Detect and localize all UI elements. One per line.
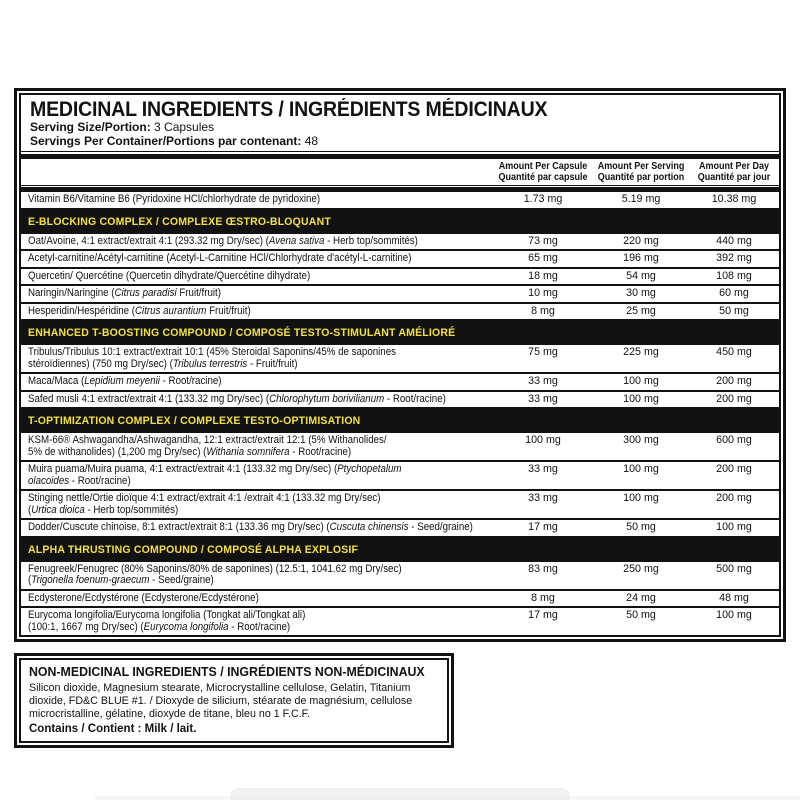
name-text: - Herb top/sommités): [84, 503, 179, 516]
latin-name: Lepidium meyenii: [84, 375, 160, 387]
amount-per-capsule: 17 mg: [528, 609, 558, 621]
ingredient-name: [21, 253, 493, 265]
section-header-label: ALPHA THRUSTING COMPOUND / COMPOSÉ ALPHA EXPLOSIF: [28, 543, 359, 556]
ingredient-row: [21, 560, 779, 589]
ingredient-name: [21, 194, 493, 206]
column-header-per-day: [689, 161, 779, 183]
ingredient-rows: [21, 192, 779, 635]
amount-per-day: 100 mg: [716, 521, 752, 533]
ingredient-name-line: [28, 376, 222, 388]
non-medicinal-content: [21, 660, 447, 741]
bottom-scrollbar[interactable]: [230, 788, 570, 800]
name-text: Ecdysterone/Ecdystérone (Ecdysterone/Ecdystérone): [28, 591, 259, 604]
amount-per-day: 10.38 mg: [711, 193, 757, 205]
name-text: - Herb top/sommités): [324, 234, 418, 247]
ingredient-name-line: [28, 236, 418, 248]
latin-name: Avena sativa: [268, 234, 325, 247]
name-text: (: [28, 574, 32, 586]
column-header-per-day-en: Amount Per Day: [698, 161, 770, 172]
ingredient-row: [21, 489, 779, 518]
latin-name: Citrus paradisi: [114, 287, 177, 299]
column-header-per-capsule-en: Amount Per Capsule: [498, 161, 588, 172]
amount-per-serving: 100 mg: [623, 392, 659, 405]
amount-per-day: 50 mg: [719, 304, 749, 317]
name-text: - Fruit/fruit): [247, 357, 298, 370]
ingredient-name: [21, 522, 493, 534]
amount-per-capsule: 100 mg: [525, 434, 561, 446]
amount-per-day: 108 mg: [716, 269, 752, 282]
non-medicinal-title: NON-MEDICINAL INGREDIENTS / INGRÉDIENTS NON-MÉDICINAUX: [29, 664, 425, 679]
allergen-contains-line: Contains / Contient : Milk / lait.: [29, 723, 197, 735]
name-text: Dodder/Cuscute chinoise, 8:1 extract/extrait 8:1 (133.36 mg Dry/sec) (: [28, 521, 330, 533]
ingredient-name-line: [28, 253, 411, 265]
amount-per-day: 48 mg: [719, 591, 749, 604]
amount-per-day: 200 mg: [716, 492, 752, 504]
amount-per-day: 200 mg: [716, 463, 752, 475]
ingredient-name-line: [28, 522, 473, 534]
ingredient-row: [21, 302, 779, 320]
amount-per-day: 600 mg: [716, 434, 752, 446]
name-text: Acetyl-carnitine/Acétyl-carnitine (Acetyl-L-Carnitine HCl/Chlorhydrate d'acétyl-L-carnitine): [28, 252, 412, 264]
ingredient-name: [21, 435, 493, 458]
ingredient-row: [21, 343, 779, 372]
amount-per-capsule: 17 mg: [528, 521, 558, 533]
amount-per-capsule: 1.73 mg: [523, 193, 563, 205]
amount-per-capsule: 18 mg: [528, 269, 558, 282]
ingredient-name-line: [28, 271, 310, 283]
ingredient-row: [21, 390, 779, 408]
latin-name: Ptychopetalum: [337, 463, 402, 475]
name-text: Tribulus/Tribulus 10:1 extract/extrait 10:1 (45% Steroidal Saponins/45% de saponines: [28, 346, 396, 358]
latin-name: Urtica dioica: [31, 503, 85, 516]
amount-per-serving: 50 mg: [626, 521, 656, 533]
ingredient-name-line: [28, 394, 446, 406]
medicinal-panel-inner: [19, 93, 781, 637]
amount-per-day: 200 mg: [716, 392, 752, 405]
latin-name: olacoides: [28, 474, 70, 487]
amount-per-serving: 100 mg: [623, 492, 659, 504]
amount-per-capsule: 8 mg: [531, 591, 555, 604]
name-text: (100:1, 1667 mg Dry/sec) (: [28, 620, 144, 633]
column-header-per-serving-en: Amount Per Serving: [597, 161, 685, 172]
ingredient-name: [21, 493, 493, 516]
name-text: - Root/racine): [69, 474, 131, 487]
ingredient-name: [21, 236, 493, 248]
latin-name: Chlorophytum borivilianum: [269, 392, 385, 405]
amount-per-serving: 25 mg: [626, 304, 656, 317]
amount-per-serving: 300 mg: [623, 434, 659, 446]
latin-name: Tribulus terrestris: [172, 357, 248, 370]
ingredient-name-line: [28, 194, 320, 206]
ingredient-name: [21, 610, 493, 633]
ingredient-name-line: [28, 593, 259, 605]
column-header-per-capsule-fr: Quantité par capsule: [498, 172, 588, 183]
amount-per-serving: 100 mg: [623, 463, 659, 475]
latin-name: Trigonella foenum-graecum: [31, 574, 150, 586]
section-header-bar: [21, 407, 779, 431]
column-header-per-serving: [593, 161, 689, 183]
medicinal-ingredients-panel: [14, 88, 786, 642]
ingredient-row: [21, 249, 779, 267]
ingredient-name-line: [28, 575, 214, 587]
name-text: (: [28, 503, 32, 516]
amount-per-capsule: 8 mg: [531, 304, 555, 317]
ingredient-name: [21, 464, 493, 487]
non-medicinal-panel-inner: [19, 658, 449, 743]
ingredient-row: [21, 460, 779, 489]
ingredient-name: [21, 288, 493, 300]
latin-name: Withania somnifera: [206, 445, 290, 458]
ingredient-row: [21, 606, 779, 635]
section-header-label: T-OPTIMIZATION COMPLEX / COMPLEXE TESTO-OPTIMISATION: [28, 415, 361, 427]
ingredient-row: [21, 284, 779, 302]
amount-per-serving: 220 mg: [623, 234, 659, 247]
ingredient-row: [21, 431, 779, 460]
column-header-per-day-fr: Quantité par jour: [697, 172, 771, 183]
name-text: - Root/racine): [159, 375, 222, 387]
section-header-bar: [21, 208, 779, 232]
amount-per-serving: 196 mg: [623, 252, 659, 264]
amount-per-capsule: 33 mg: [528, 392, 558, 405]
name-text: Oat/Avoine, 4:1 extract/extrait 4:1 (293.32 mg Dry/sec) (: [28, 234, 269, 247]
amount-per-day: 450 mg: [716, 346, 752, 358]
amount-per-serving: 250 mg: [623, 562, 659, 575]
section-header-label: E-BLOCKING COMPLEX / COMPLEXE ŒSTRO-BLOQUANT: [28, 215, 331, 228]
name-text: Naringin/Naringine (: [28, 287, 115, 299]
name-text: Eurycoma longifolia/Eurycoma longifolia (Tongkat ali/Tongkat ali): [28, 609, 306, 621]
name-text: - Seed/graine): [408, 521, 473, 533]
panel-header: [21, 95, 779, 152]
name-text: Hesperidin/Hespéridine (: [28, 304, 136, 317]
servings-per-container-label: Servings Per Container/Portions par contenant:: [30, 133, 302, 148]
ingredient-row: [21, 372, 779, 390]
amount-per-capsule: 10 mg: [528, 287, 558, 299]
section-header-bar: [21, 536, 779, 560]
amount-per-day: 60 mg: [719, 287, 749, 299]
amount-per-day: 100 mg: [716, 609, 752, 621]
amount-per-capsule: 33 mg: [528, 375, 558, 387]
ingredient-name-line: [28, 505, 178, 517]
amount-per-capsule: 73 mg: [528, 234, 558, 247]
section-header-bar: [21, 319, 779, 343]
name-text: KSM-66® Ashwagandha/Ashwagandha, 12:1 extract/extrait 12:1 (5% Withanolides/: [28, 434, 387, 446]
name-text: - Root/racine): [289, 445, 352, 458]
name-text: - Seed/graine): [149, 574, 214, 586]
name-text: 5% de withanolides) (1,200 mg Dry/sec) (: [28, 445, 207, 458]
ingredient-name-line: [28, 306, 251, 318]
column-header-per-capsule: [493, 161, 593, 183]
serving-size-value: 3 Capsules: [154, 120, 215, 134]
amount-per-capsule: 65 mg: [528, 252, 558, 264]
name-text: Muira puama/Muira puama, 4:1 extract/extrait 4:1 (133.32 mg Dry/sec) (: [28, 463, 338, 475]
amount-per-capsule: 83 mg: [528, 562, 558, 575]
amount-per-serving: 5.19 mg: [621, 193, 661, 205]
section-header-label: ENHANCED T-BOOSTING COMPOUND / COMPOSÉ TESTO-STIMULANT AMÉLIORÉ: [28, 327, 456, 339]
latin-name: Citrus aurantium: [135, 304, 207, 317]
name-text: Quercetin/ Quercétine (Quercetin dihydrate/Quercétine dihydrate): [28, 269, 311, 282]
non-medicinal-body: Silicon dioxide, Magnesium stearate, Microcrystalline cellulose, Gelatin, Titanium dioxide, FD&C BLUE #1. / Dioxyde de silicium, stéarate de magnésium, cellulose microcristalline, gélatine, dioxyde de titane, bleu no 1 F.C.F.: [29, 682, 413, 720]
latin-name: Eurycoma longifolia: [143, 620, 229, 633]
ingredient-name: [21, 306, 493, 318]
servings-per-container-value: 48: [304, 133, 319, 148]
amount-per-serving: 100 mg: [623, 375, 659, 387]
ingredient-name-line: [28, 359, 298, 371]
ingredient-row: [21, 267, 779, 285]
ingredient-name-line: [28, 476, 131, 488]
name-text: Fenugreek/Fenugrec (80% Saponins/80% de saponines) (12.5:1, 1041.62 mg Dry/sec): [28, 562, 402, 575]
amount-per-serving: 54 mg: [626, 269, 656, 282]
ingredient-name-line: [28, 447, 351, 459]
serving-size-line: [30, 121, 770, 135]
amount-per-capsule: 75 mg: [528, 346, 558, 358]
ingredient-name: [21, 564, 493, 587]
ingredient-name: [21, 376, 493, 388]
amount-per-capsule: 33 mg: [528, 492, 558, 504]
column-header-per-serving-fr: Quantité par portion: [597, 172, 685, 183]
amount-per-capsule: 33 mg: [528, 463, 558, 475]
name-text: Safed musli 4:1 extract/extrait 4:1 (133.32 mg Dry/sec) (: [28, 392, 270, 405]
name-text: Fruit/fruit): [206, 304, 251, 317]
amount-per-day: 500 mg: [716, 562, 752, 575]
ingredient-name: [21, 394, 493, 406]
panel-title: MEDICINAL INGREDIENTS / INGRÉDIENTS MÉDICINAUX: [30, 98, 548, 121]
amount-per-serving: 24 mg: [626, 591, 656, 604]
ingredient-name: [21, 593, 493, 605]
name-text: - Root/racine): [384, 392, 446, 405]
amount-per-serving: 30 mg: [626, 287, 656, 299]
non-medicinal-panel: [14, 653, 454, 748]
amount-per-day: 392 mg: [716, 252, 752, 264]
ingredient-name-line: [28, 288, 221, 300]
serving-size-label: Serving Size/Portion:: [30, 120, 151, 134]
ingredient-row: [21, 589, 779, 607]
ingredient-name: [21, 271, 493, 283]
name-text: Fruit/fruit): [176, 287, 221, 299]
amount-per-day: 440 mg: [716, 234, 752, 247]
name-text: Maca/Maca (: [28, 375, 85, 387]
name-text: Stinging nettle/Ortie dioïque 4:1 extract/extrait 4:1 /extrait 4:1 (133.32 mg Dry/sec): [28, 492, 381, 504]
column-headers: [21, 159, 779, 186]
amount-per-serving: 225 mg: [623, 346, 659, 358]
ingredient-row: [21, 518, 779, 536]
name-text: - Root/racine): [228, 620, 291, 633]
amount-per-serving: 50 mg: [626, 609, 656, 621]
ingredient-name: [21, 347, 493, 370]
latin-name: Cuscuta chinensis: [329, 521, 409, 533]
amount-per-day: 200 mg: [716, 375, 752, 387]
servings-per-container-line: [30, 135, 770, 149]
ingredient-row: [21, 232, 779, 250]
name-text: stéroïdiennes) (750 mg Dry/sec) (: [28, 357, 173, 370]
name-text: Vitamin B6/Vitamine B6 (Pyridoxine HCl/chlorhydrate de pyridoxine): [28, 193, 321, 205]
ingredient-name-line: [28, 622, 290, 634]
ingredient-row: [21, 192, 779, 208]
